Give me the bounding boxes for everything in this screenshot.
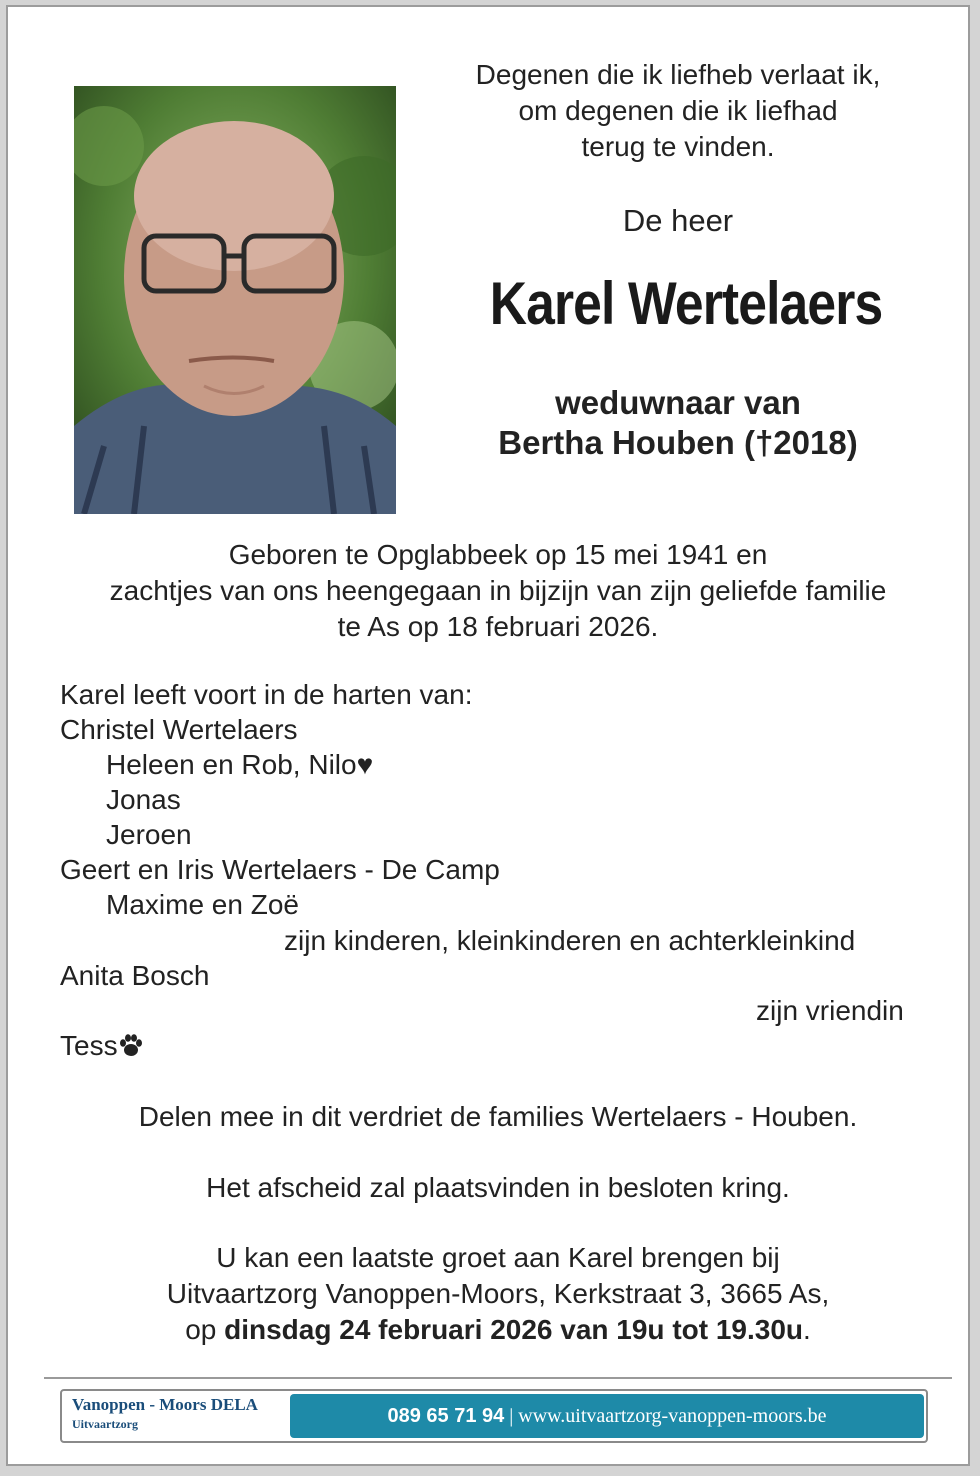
separator: | [509,1405,514,1427]
funeral-home-logo [72,1395,258,1432]
family-member: Heleen en Rob, Nilo♥ [106,749,374,780]
widower-of [408,383,948,463]
deceased-name: Karel Wertelaers [489,270,883,337]
pet-name: Tess [60,1030,118,1061]
brand-subtitle: Uitvaartzorg [72,1417,138,1431]
family-member: Jonas [106,784,181,815]
paw-icon [118,1034,144,1058]
visit-prefix: op [185,1314,225,1345]
birth-line: Geboren te Opglabbeek op 15 mei 1941 en [228,539,768,570]
visit-suffix: . [803,1314,811,1345]
family-member: Christel Wertelaers [60,714,298,745]
place-date-line: te As op 18 februari 2026. [337,611,659,642]
relation-children: zijn kinderen, kleinkinderen en achterkleinkind [284,925,856,956]
visit-info [28,1240,968,1348]
visit-line: Uitvaartzorg Vanoppen-Moors, Kerkstraat 3, 3665 As, [166,1278,830,1309]
birth-death-text [28,537,968,645]
widower-label: weduwnaar van [555,384,801,421]
farewell-line: Het afscheid zal plaatsvinden in besloten kring. [206,1172,790,1203]
family-intro: Karel leeft voort in de harten van: [60,679,473,710]
quote [408,57,948,165]
quote-line: om degenen die ik liefhad [518,95,838,126]
title: De heer [622,203,734,238]
visit-date-line [28,1312,968,1348]
contact-bar [290,1394,924,1438]
website-link[interactable]: www.uitvaartzorg-vanoppen-moors.be [518,1405,827,1427]
relation-friend: zijn vriendin [756,995,904,1026]
family-member: Anita Bosch [60,960,210,991]
quote-line: Degenen die ik liefheb verlaat ik, [475,59,881,90]
obituary-card [6,5,970,1466]
visit-date: dinsdag 24 februari 2026 van 19u tot 19.30u [224,1314,804,1345]
family-member: Jeroen [106,819,192,850]
family-member: Maxime en Zoë [106,889,299,920]
brand-name: Vanoppen - Moors DELA [72,1395,258,1414]
portrait-photo [74,86,396,514]
visit-line: U kan een laatste groet aan Karel brengen bij [216,1242,780,1273]
quote-line: terug te vinden. [581,131,775,162]
family-member: Geert en Iris Wertelaers - De Camp [60,854,500,885]
portrait-image [74,86,396,514]
pet [60,1028,144,1063]
death-line: zachtjes van ons heengegaan in bijzijn van zijn geliefde familie [109,575,887,606]
footer-divider [44,1377,952,1379]
footer-banner [60,1389,928,1443]
families-line: Delen mee in dit verdriet de families Wertelaers - Houben. [138,1101,858,1132]
spouse-name: Bertha Houben (†2018) [498,424,858,461]
phone-number[interactable]: 089 65 71 94 [387,1405,505,1427]
